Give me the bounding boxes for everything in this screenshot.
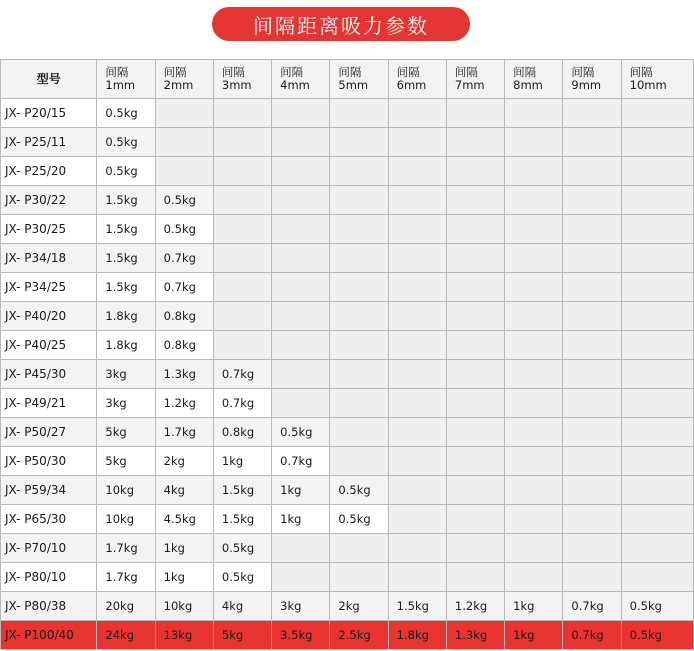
value-cell [388,128,446,157]
value-cell [505,563,563,592]
value-cell [213,302,271,331]
value-cell [563,99,621,128]
value-cell [505,128,563,157]
value-cell: 0.8kg [213,418,271,447]
value-cell [446,447,504,476]
table-row [1,563,694,592]
value-cell [563,563,621,592]
value-cell: 1kg [272,476,330,505]
value-cell: 1.5kg [388,592,446,621]
value-cell: 1.2kg [446,592,504,621]
header-gap-value: 6mm [396,78,427,92]
value-cell: 2kg [155,447,213,476]
value-cell [272,244,330,273]
value-cell: 0.7kg [155,244,213,273]
value-cell [213,157,271,186]
value-cell [388,157,446,186]
value-cell: 0.5kg [97,99,155,128]
value-cell [388,389,446,418]
model-cell: JX- P30/22 [1,186,97,215]
value-cell [621,157,693,186]
value-cell [388,505,446,534]
model-cell: JX- P59/34 [1,476,97,505]
value-cell [388,302,446,331]
value-cell [563,157,621,186]
value-cell: 0.5kg [621,621,693,650]
value-cell: 3kg [97,360,155,389]
header-gap-9mm [563,60,621,99]
value-cell [621,534,693,563]
value-cell: 0.5kg [213,534,271,563]
value-cell: 0.7kg [563,621,621,650]
value-cell [505,447,563,476]
value-cell [272,302,330,331]
value-cell [272,186,330,215]
table-row [1,389,694,418]
header-gap-6mm [388,60,446,99]
value-cell [330,215,388,244]
value-cell [272,157,330,186]
value-cell: 3kg [97,389,155,418]
table-row [1,273,694,302]
value-cell: 0.8kg [155,331,213,360]
table-row [1,331,694,360]
value-cell [330,244,388,273]
model-cell: JX- P34/18 [1,244,97,273]
header-gap-value: 5mm [338,78,369,92]
value-cell: 1.8kg [388,621,446,650]
value-cell: 4.5kg [155,505,213,534]
value-cell [621,331,693,360]
value-cell: 20kg [97,592,155,621]
value-cell [563,418,621,447]
table-row [1,418,694,447]
value-cell [388,418,446,447]
header-gap-label: 间隔 [513,65,537,79]
value-cell: 0.5kg [330,476,388,505]
value-cell: 10kg [97,476,155,505]
table-row [1,621,694,650]
header-gap-label: 间隔 [221,65,245,79]
table-row [1,360,694,389]
header-gap-5mm [330,60,388,99]
value-cell: 1kg [213,447,271,476]
header-gap-label: 间隔 [105,65,129,79]
value-cell: 5kg [97,418,155,447]
value-cell: 5kg [97,447,155,476]
header-gap-label: 间隔 [338,65,362,79]
value-cell [621,128,693,157]
table-row [1,215,694,244]
value-cell [505,157,563,186]
value-cell [563,331,621,360]
value-cell: 0.5kg [621,592,693,621]
table-row [1,302,694,331]
value-cell [272,331,330,360]
value-cell [446,244,504,273]
value-cell: 1.8kg [97,302,155,331]
header-gap-4mm [272,60,330,99]
value-cell: 1.5kg [97,215,155,244]
value-cell [330,331,388,360]
header-gap-label: 间隔 [454,65,478,79]
header-model: 型号 [1,60,97,99]
value-cell: 0.7kg [272,447,330,476]
value-cell [213,186,271,215]
value-cell: 1.3kg [155,360,213,389]
value-cell [446,505,504,534]
header-gap-label: 间隔 [280,65,304,79]
header-gap-value: 8mm [513,78,543,92]
model-cell: JX- P40/20 [1,302,97,331]
value-cell [505,418,563,447]
value-cell [272,360,330,389]
value-cell: 1kg [155,534,213,563]
table-row [1,157,694,186]
value-cell [446,534,504,563]
header-gap-label: 间隔 [629,65,653,79]
value-cell: 1.2kg [155,389,213,418]
model-cell: JX- P50/30 [1,447,97,476]
value-cell: 3kg [272,592,330,621]
suction-parameter-table [0,59,694,650]
value-cell: 1.5kg [213,476,271,505]
header-gap-3mm [213,60,271,99]
value-cell: 1.3kg [446,621,504,650]
value-cell: 10kg [155,592,213,621]
model-cell: JX- P100/40 [1,621,97,650]
value-cell [272,389,330,418]
value-cell [388,476,446,505]
value-cell [330,186,388,215]
value-cell: 1.8kg [97,331,155,360]
value-cell [213,215,271,244]
value-cell [563,534,621,563]
header-gap-value: 7mm [454,78,485,92]
value-cell [155,99,213,128]
value-cell [388,360,446,389]
value-cell: 1.5kg [213,505,271,534]
value-cell [563,215,621,244]
value-cell [330,273,388,302]
value-cell: 0.5kg [97,157,155,186]
table-row [1,476,694,505]
value-cell: 4kg [213,592,271,621]
value-cell: 0.7kg [155,273,213,302]
value-cell [446,302,504,331]
value-cell [330,128,388,157]
model-cell: JX- P70/10 [1,534,97,563]
value-cell [388,99,446,128]
value-cell [505,476,563,505]
value-cell [505,360,563,389]
value-cell [505,244,563,273]
value-cell [621,99,693,128]
value-cell [155,128,213,157]
header-gap-1mm [97,60,155,99]
value-cell [330,447,388,476]
value-cell [621,418,693,447]
value-cell [446,331,504,360]
value-cell: 1kg [155,563,213,592]
value-cell: 0.5kg [272,418,330,447]
value-cell [621,273,693,302]
value-cell [388,186,446,215]
value-cell: 1.7kg [97,534,155,563]
value-cell [388,563,446,592]
model-cell: JX- P80/38 [1,592,97,621]
header-gap-value: 9mm [571,78,602,92]
value-cell: 0.7kg [213,360,271,389]
value-cell [446,128,504,157]
value-cell [563,389,621,418]
header-gap-7mm [446,60,504,99]
value-cell [446,157,504,186]
value-cell [155,157,213,186]
value-cell [213,273,271,302]
value-cell [330,302,388,331]
value-cell: 5kg [213,621,271,650]
value-cell [388,215,446,244]
value-cell [272,563,330,592]
model-cell: JX- P20/15 [1,99,97,128]
table-row [1,186,694,215]
value-cell [330,418,388,447]
value-cell [388,244,446,273]
header-gap-10mm [621,60,693,99]
value-cell: 1kg [505,592,563,621]
value-cell: 1.5kg [97,273,155,302]
value-cell [505,99,563,128]
value-cell: 0.7kg [213,389,271,418]
value-cell [563,505,621,534]
value-cell [621,447,693,476]
value-cell [563,186,621,215]
page-title: 间隔距离吸力参数 [212,7,470,41]
value-cell [272,534,330,563]
value-cell [330,534,388,563]
value-cell [272,128,330,157]
value-cell [446,360,504,389]
table-row [1,244,694,273]
model-cell: JX- P25/11 [1,128,97,157]
value-cell: 2kg [330,592,388,621]
value-cell: 0.5kg [213,563,271,592]
value-cell [330,563,388,592]
model-cell: JX- P30/25 [1,215,97,244]
value-cell [446,273,504,302]
value-cell [330,99,388,128]
value-cell [563,273,621,302]
table-row [1,534,694,563]
model-cell: JX- P40/25 [1,331,97,360]
value-cell [621,360,693,389]
value-cell: 13kg [155,621,213,650]
value-cell: 1.7kg [155,418,213,447]
header-gap-label: 间隔 [571,65,595,79]
value-cell: 1kg [272,505,330,534]
header-gap-value: 4mm [280,78,310,92]
model-cell: JX- P50/27 [1,418,97,447]
header-gap-label: 间隔 [396,65,420,79]
value-cell [388,447,446,476]
value-cell [388,331,446,360]
model-cell: JX- P49/21 [1,389,97,418]
model-cell: JX- P34/25 [1,273,97,302]
value-cell: 0.7kg [563,592,621,621]
value-cell [446,99,504,128]
value-cell [621,563,693,592]
table-row [1,505,694,534]
value-cell [621,389,693,418]
value-cell: 24kg [97,621,155,650]
value-cell [388,534,446,563]
value-cell [563,447,621,476]
header-gap-label: 间隔 [163,65,187,79]
header-gap-value: 2mm [163,78,194,92]
value-cell [563,360,621,389]
value-cell: 0.5kg [330,505,388,534]
value-cell [505,186,563,215]
value-cell [505,389,563,418]
model-cell: JX- P80/10 [1,563,97,592]
value-cell [213,99,271,128]
value-cell [388,273,446,302]
value-cell [272,273,330,302]
value-cell [505,302,563,331]
value-cell [446,186,504,215]
value-cell [446,215,504,244]
header-gap-value: 10mm [629,78,667,92]
table-body [1,99,694,650]
value-cell: 0.8kg [155,302,213,331]
header-gap-value: 1mm [105,78,136,92]
header-gap-value: 3mm [221,78,252,92]
value-cell [505,215,563,244]
value-cell [563,128,621,157]
model-cell: JX- P25/20 [1,157,97,186]
value-cell [272,99,330,128]
value-cell [563,302,621,331]
table-row [1,447,694,476]
value-cell [213,128,271,157]
value-cell: 3.5kg [272,621,330,650]
value-cell [505,534,563,563]
value-cell [505,273,563,302]
table-row [1,99,694,128]
value-cell [213,244,271,273]
value-cell [505,505,563,534]
value-cell: 4kg [155,476,213,505]
value-cell [621,215,693,244]
value-cell: 2.5kg [330,621,388,650]
value-cell: 1kg [505,621,563,650]
table-header-row [1,60,694,99]
value-cell: 10kg [97,505,155,534]
model-cell: JX- P45/30 [1,360,97,389]
value-cell [446,389,504,418]
value-cell [621,244,693,273]
value-cell: 0.5kg [155,186,213,215]
header-gap-2mm [155,60,213,99]
value-cell [330,389,388,418]
value-cell [446,563,504,592]
value-cell: 0.5kg [155,215,213,244]
value-cell: 1.5kg [97,244,155,273]
value-cell [330,157,388,186]
table-row [1,592,694,621]
value-cell [446,418,504,447]
table-row [1,128,694,157]
header-gap-8mm [505,60,563,99]
value-cell [505,331,563,360]
value-cell [446,476,504,505]
value-cell: 1.5kg [97,186,155,215]
value-cell [563,244,621,273]
value-cell [621,476,693,505]
value-cell [272,215,330,244]
value-cell [330,360,388,389]
value-cell: 0.5kg [97,128,155,157]
value-cell [563,476,621,505]
model-cell: JX- P65/30 [1,505,97,534]
value-cell [621,186,693,215]
value-cell [621,302,693,331]
value-cell [213,331,271,360]
value-cell: 1.7kg [97,563,155,592]
value-cell [621,505,693,534]
